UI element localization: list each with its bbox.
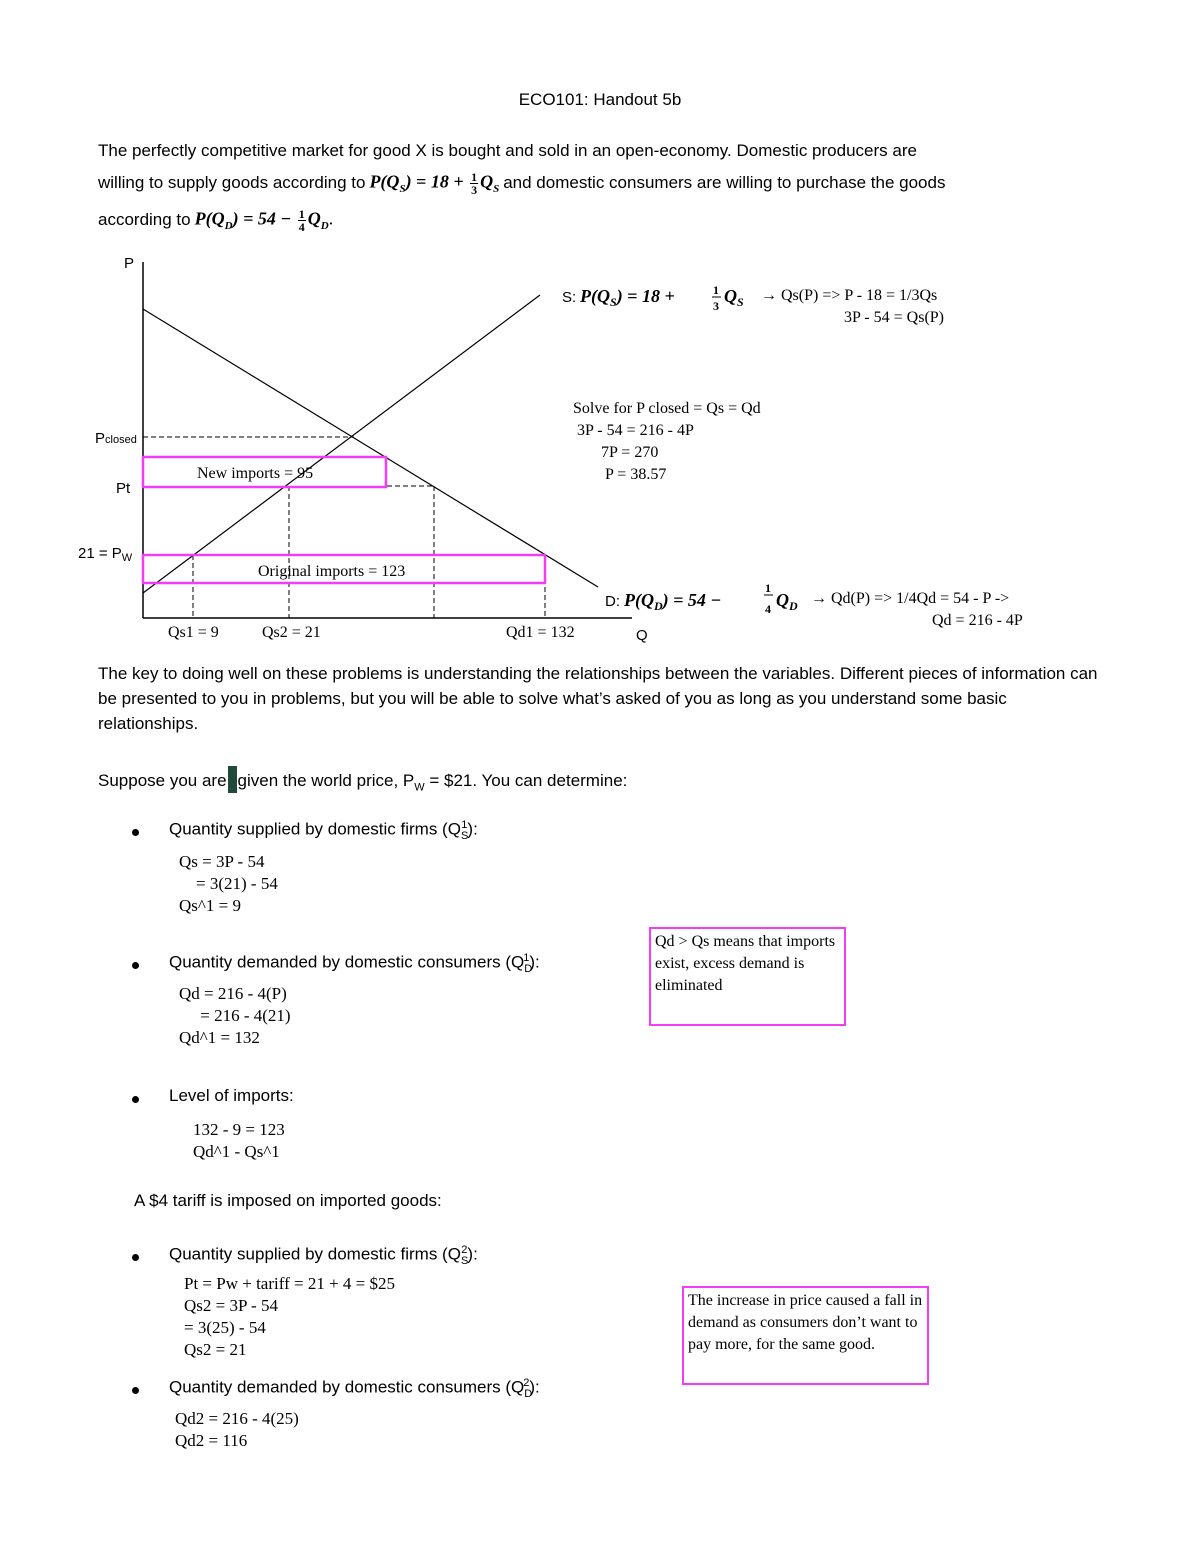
fraction-num: 1 — [298, 206, 305, 221]
work-qd2 — [175, 1408, 299, 1452]
work-line: Qs2 = 21 — [184, 1340, 247, 1359]
work-line: Pt = Pw + tariff = 21 + 4 = $25 — [184, 1274, 396, 1293]
supply-eq-fraction — [470, 171, 478, 196]
label-sup: 2 — [461, 1244, 468, 1256]
intro-line-3-prefix: according to — [98, 210, 191, 229]
work-line: Qs^1 = 9 — [179, 896, 241, 915]
bullet-imports-label: Level of imports: — [169, 1086, 294, 1105]
suppose-prefix: Suppose you are — [98, 771, 227, 790]
label-sub: S — [460, 1255, 469, 1268]
supply-annotation-derivation: → Qs(P) => P - 18 = 1/3Qs — [761, 287, 938, 304]
supply-eq-qsub: S — [493, 182, 500, 195]
supply-frac-num: 1 — [713, 283, 719, 297]
bullet-qs1-label — [169, 819, 478, 842]
bullet-dot — [132, 1387, 139, 1394]
text-cursor — [228, 766, 237, 793]
bullet-qd1-label — [169, 952, 540, 975]
original-imports-label: Original imports = 123 — [258, 563, 406, 580]
demand-frac-num: 1 — [765, 581, 771, 595]
label-text: Quantity supplied by domestic firms (Q — [169, 1244, 461, 1264]
suppose-middle: given the world price, P — [237, 771, 415, 790]
fraction-num: 1 — [471, 169, 478, 184]
label-text: Quantity demanded by domestic consumers (Q — [169, 1377, 525, 1397]
pt-label: Pt — [116, 480, 131, 497]
demand-annotation-derivation: → Qd(P) => 1/4Qd = 54 - P -> — [811, 590, 1010, 607]
supply-demand-graph — [0, 250, 1200, 670]
label-end: ): — [467, 1244, 478, 1264]
work-line: Qd^1 = 132 — [179, 1028, 260, 1047]
qs2-label: Qs2 = 21 — [262, 624, 321, 641]
demand-curve — [143, 309, 598, 587]
work-qs1 — [179, 851, 278, 917]
label-text: Quantity supplied by domestic firms (Q — [169, 819, 461, 839]
key-paragraph: The key to doing well on these problems is understanding the relationships between the variables. Different pieces of information can be presented to you in problems, but you will be able to solve what’s asked of you as long as you understand some basic relationships. — [98, 664, 1098, 733]
page-title: ECO101: Handout 5b — [518, 90, 682, 109]
demand-equation — [195, 208, 334, 233]
supply-annotation-line2: 3P - 54 = Qs(P) — [844, 309, 944, 326]
solve-line-2: 3P - 54 = 216 - 4P — [573, 422, 694, 439]
work-line: Qd2 = 116 — [175, 1431, 248, 1450]
note-price-increase: The increase in price caused a fall in demand as consumers don’t want to pay more, for the same good. — [682, 1286, 929, 1385]
bullet-qd2-label — [169, 1377, 540, 1400]
demand-frac-q: $Q_D$ — [776, 590, 798, 613]
label-sup: 2 — [523, 1377, 530, 1389]
bullet-dot — [132, 1096, 139, 1103]
work-line: Qd^1 - Qs^1 — [193, 1142, 280, 1161]
work-qs2 — [184, 1273, 395, 1361]
suppose-suffix: = $21. You can determine: — [424, 771, 628, 790]
demand-eq-rhs: ) = 54 − — [232, 208, 292, 229]
solve-line-3: 7P = 270 — [573, 444, 659, 461]
supply-eq-lhs: P(Q — [369, 171, 400, 192]
work-line: Qd2 = 216 - 4(25) — [175, 1409, 299, 1428]
suppose-line — [98, 766, 627, 793]
work-line: = 3(25) - 54 — [184, 1318, 266, 1337]
label-end: ): — [467, 819, 478, 839]
demand-annotation-line2: Qd = 216 - 4P — [932, 612, 1023, 629]
x-axis-label: Q — [636, 627, 648, 644]
label-end: ): — [529, 952, 540, 972]
demand-annotation-prefix: D: — [605, 593, 620, 610]
suppose-sub: W — [414, 781, 425, 794]
label-end: ): — [529, 1377, 540, 1397]
p-closed-label: Pclosed — [95, 430, 137, 447]
fraction-den: 3 — [471, 182, 478, 197]
demand-eq-sub: D — [224, 219, 233, 232]
new-imports-label: New imports = 95 — [197, 465, 314, 482]
y-axis-label: P — [124, 255, 135, 272]
demand-eq-end: . — [328, 208, 334, 229]
intro-line-2-prefix: willing to supply goods according to — [98, 173, 366, 192]
demand-eq-q: Q — [307, 208, 321, 229]
demand-frac-den: 4 — [765, 602, 771, 616]
bullet-dot — [132, 962, 139, 969]
work-line: = 216 - 4(21) — [179, 1006, 291, 1025]
supply-frac-q: $Q_S$ — [724, 286, 744, 309]
work-line: Qs = 3P - 54 — [179, 852, 265, 871]
supply-equation — [369, 171, 499, 196]
solve-line-1: Solve for P closed = Qs = Qd — [573, 400, 761, 417]
supply-annotation-eq: $P(Q_S) = 18$ + — [580, 286, 675, 309]
intro-line-2-suffix: and domestic consumers are willing to purchase the goods — [503, 173, 946, 192]
tariff-heading: A $4 tariff is imposed on imported goods: — [134, 1191, 442, 1210]
demand-annotation — [605, 581, 1023, 629]
intro-line-3 — [98, 203, 333, 237]
demand-eq-qsub: D — [320, 219, 329, 232]
work-line: Qs2 = 3P - 54 — [184, 1296, 278, 1315]
supply-annotation-prefix: S: — [562, 289, 577, 306]
work-imports — [193, 1119, 285, 1163]
supply-annotation — [562, 283, 944, 326]
work-line: 132 - 9 = 123 — [193, 1120, 285, 1139]
solve-line-4: P = 38.57 — [573, 466, 667, 483]
demand-annotation-eq: $P(Q_D) = 54$ − — [624, 590, 722, 613]
label-text: Quantity demanded by domestic consumers (Q — [169, 952, 525, 972]
fraction-den: 4 — [298, 219, 305, 234]
label-sup: 1 — [461, 819, 468, 831]
bullet-dot — [132, 829, 139, 836]
note-imports-exist: Qd > Qs means that imports exist, excess demand is eliminated — [649, 927, 846, 1026]
bullet-qs2-label — [169, 1244, 478, 1267]
supply-frac-den: 3 — [713, 299, 719, 313]
intro-line-2 — [98, 166, 945, 200]
bullet-dot — [132, 1254, 139, 1261]
work-qd1 — [179, 983, 291, 1049]
supply-curve — [143, 295, 540, 593]
intro-line-1: The perfectly competitive market for good X is bought and sold in an open-economy. Domestic producers are — [98, 141, 917, 160]
supply-eq-sub: S — [399, 182, 406, 195]
label-sup: 1 — [523, 952, 530, 964]
work-line: = 3(21) - 54 — [179, 874, 278, 893]
solve-block — [573, 400, 761, 483]
pw-label: $21 = P_W$ — [78, 545, 133, 564]
work-line: Qd = 216 - 4(P) — [179, 984, 287, 1003]
supply-eq-rhs: ) = 18 + — [405, 171, 464, 192]
demand-eq-lhs: P(Q — [194, 208, 225, 229]
qd1-label: Qd1 = 132 — [506, 624, 575, 641]
label-sub: S — [460, 830, 469, 843]
supply-eq-q: Q — [480, 171, 494, 192]
demand-eq-fraction — [298, 208, 306, 233]
label-sub: D — [524, 1388, 533, 1401]
label-sub: D — [524, 963, 533, 976]
qs1-label: Qs1 = 9 — [168, 624, 219, 641]
